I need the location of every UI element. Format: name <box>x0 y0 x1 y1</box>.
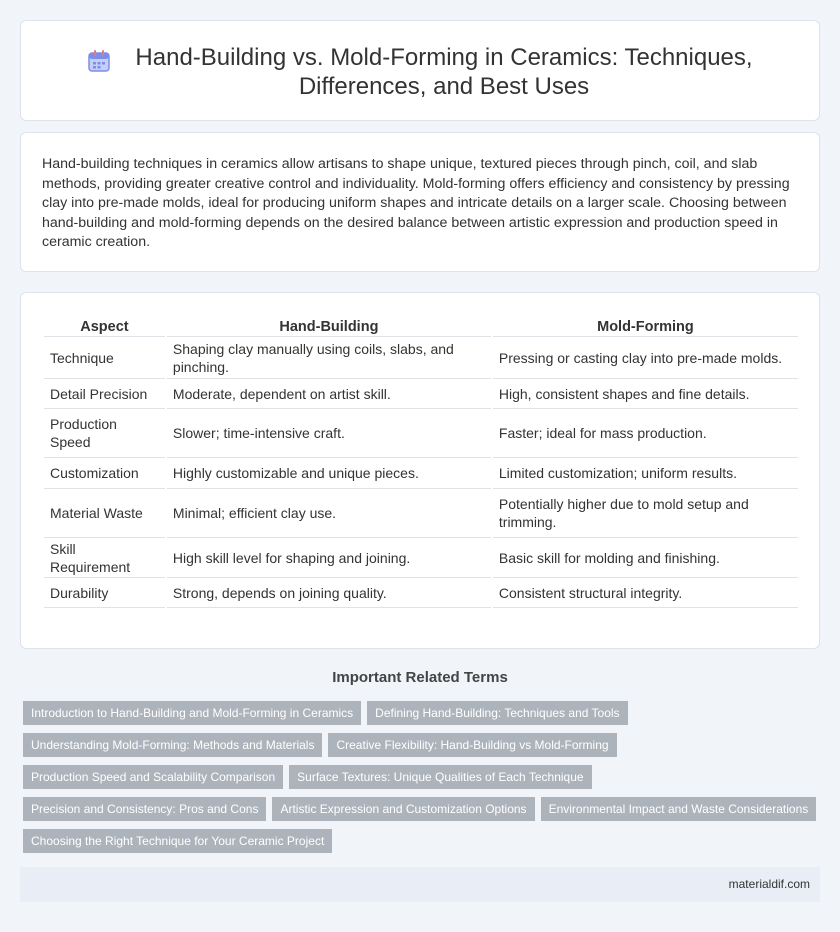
related-term-tag[interactable]: Precision and Consistency: Pros and Cons <box>23 797 266 821</box>
table-row <box>44 458 798 489</box>
hand-building-cell: Slower; time-intensive craft. <box>167 409 491 458</box>
hand-building-cell: High skill level for shaping and joining. <box>167 538 491 578</box>
table-row <box>44 379 798 409</box>
aspect-cell: Production Speed <box>44 409 165 458</box>
table-row <box>44 409 798 458</box>
related-term-tag[interactable]: Understanding Mold-Forming: Methods and Materials <box>23 733 322 757</box>
title-card <box>20 20 820 121</box>
related-term-tag[interactable]: Creative Flexibility: Hand-Building vs Mold-Forming <box>328 733 616 757</box>
related-term-tag[interactable]: Artistic Expression and Customization Options <box>272 797 534 821</box>
footer-site-name[interactable]: materialdif.com <box>728 877 810 891</box>
mold-forming-cell: Potentially higher due to mold setup and trimming. <box>493 489 798 538</box>
intro-card <box>20 132 820 272</box>
mold-forming-cell: Basic skill for molding and finishing. <box>493 538 798 578</box>
comparison-table-card <box>20 292 820 649</box>
related-terms-list <box>23 701 823 853</box>
hand-building-cell: Minimal; efficient clay use. <box>167 489 491 538</box>
aspect-cell: Technique <box>44 337 165 379</box>
hand-building-cell: Strong, depends on joining quality. <box>167 578 491 608</box>
aspect-cell: Detail Precision <box>44 379 165 409</box>
mold-forming-cell: Faster; ideal for mass production. <box>493 409 798 458</box>
hand-building-cell: Moderate, dependent on artist skill. <box>167 379 491 409</box>
aspect-cell: Material Waste <box>44 489 165 538</box>
aspect-cell: Durability <box>44 578 165 608</box>
hand-building-cell: Highly customizable and unique pieces. <box>167 458 491 489</box>
related-term-tag[interactable]: Introduction to Hand-Building and Mold-Forming in Ceramics <box>23 701 361 725</box>
mold-forming-cell: Pressing or casting clay into pre-made molds. <box>493 337 798 379</box>
table-row <box>44 578 798 608</box>
comparison-table <box>42 315 800 608</box>
header-mold-forming: Mold-Forming <box>493 315 798 337</box>
table-row <box>44 538 798 578</box>
table-row <box>44 489 798 538</box>
related-term-tag[interactable]: Environmental Impact and Waste Considerations <box>541 797 817 821</box>
footer <box>20 867 820 902</box>
mold-forming-cell: Limited customization; uniform results. <box>493 458 798 489</box>
calendar-icon <box>86 48 112 74</box>
mold-forming-cell: High, consistent shapes and fine details. <box>493 379 798 409</box>
table-row <box>44 337 798 379</box>
related-term-tag[interactable]: Surface Textures: Unique Qualities of Each Technique <box>289 765 591 789</box>
mold-forming-cell: Consistent structural integrity. <box>493 578 798 608</box>
intro-paragraph: Hand-building techniques in ceramics allow artisans to shape unique, textured pieces through pinch, coil, and slab methods, providing greater creative control and individuality. Mold-forming offers efficiency and consistency by pressing clay into pre-made molds, ideal for producing uniform shapes and intricate details on a larger scale. Choosing between hand-building and mold-forming depends on the desired balance between artistic expression and production speed in ceramic creation. <box>42 156 790 250</box>
related-term-tag[interactable]: Defining Hand-Building: Techniques and Tools <box>367 701 627 725</box>
aspect-cell: Skill Requirement <box>44 538 165 578</box>
header-hand-building: Hand-Building <box>167 315 491 337</box>
hand-building-cell: Shaping clay manually using coils, slabs, and pinching. <box>167 337 491 379</box>
related-term-tag[interactable]: Production Speed and Scalability Comparison <box>23 765 283 789</box>
related-terms-heading: Important Related Terms <box>332 669 508 686</box>
table-header-row <box>44 315 798 337</box>
related-term-tag[interactable]: Choosing the Right Technique for Your Ceramic Project <box>23 829 332 853</box>
header-aspect: Aspect <box>44 315 165 337</box>
page-title: Hand-Building vs. Mold-Forming in Ceramics: Techniques, Differences, and Best Uses <box>135 44 753 100</box>
aspect-cell: Customization <box>44 458 165 489</box>
